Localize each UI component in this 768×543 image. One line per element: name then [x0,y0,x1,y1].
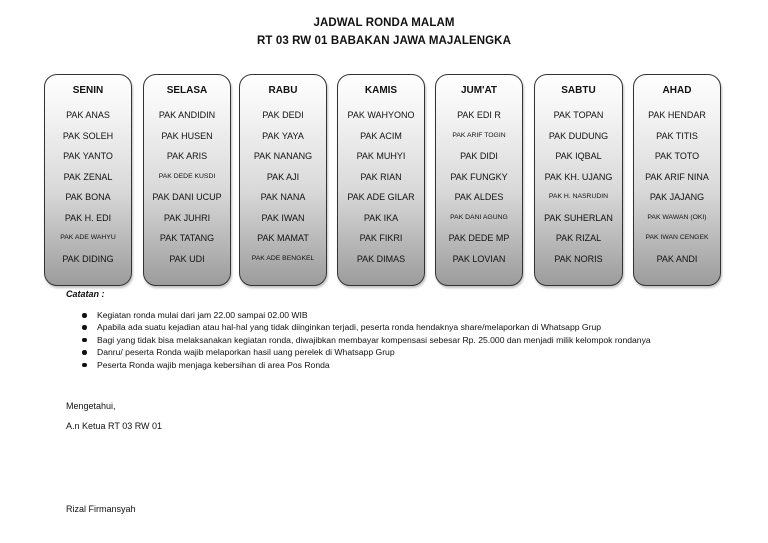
name-item: PAK IKA [363,212,399,223]
name-item: PAK DEDE MP [448,233,510,243]
name-item: PAK ADE GILAR [347,192,415,202]
name-item: PAK MAMAT [257,233,309,243]
signatory-role: A.n Ketua RT 03 RW 01 [66,421,163,431]
name-item: PAK ANDI [656,253,698,264]
day-label: KAMIS [364,85,398,96]
name-item: PAK ZENAL [63,171,113,182]
name-item: PAK LOVIAN [452,253,506,264]
name-list [338,105,424,269]
name-item: PAK HENDAR [648,110,706,120]
name-item: PAK EDI R [457,110,501,120]
day-card-sabtu [534,74,623,286]
day-card-ahad [633,74,721,286]
note-item: Kegiatan ronda mulai dari jam 22.00 sampai 02.00 WIB [80,309,651,321]
name-item: PAK TATANG [159,233,215,243]
notes-heading: Catatan : [66,289,105,299]
name-item: PAK ANAS [66,110,110,120]
name-item: PAK DIDING [62,253,114,264]
name-item: PAK RIZAL [555,233,602,243]
note-item: Apabila ada suatu kejadian atau hal-hal yang tidak diinginkan terjadi, peserta ronda hendaknya share/melaporkan di Whatsapp Grup [80,321,651,333]
note-item: Peserta Ronda wajib menjaga kebersihan di area Pos Ronda [80,359,651,371]
day-card-jumat [435,74,523,286]
signatory-name: Rizal Firmansyah [66,504,136,514]
name-item: PAK HUSEN [161,130,213,141]
name-item: PAK WAHYONO [347,110,415,120]
name-list [634,105,720,269]
name-item: PAK BONA [65,192,111,202]
name-item: PAK TOPAN [553,110,604,120]
name-item: PAK UDI [169,253,205,264]
note-item: Bagi yang tidak bisa melaksanakan kegiatan ronda, diwajibkan membayar kompensasi sebesar Rp. 25.000 dan menjadi milik kelompok rondanya [80,334,651,346]
name-item: PAK ARIS [166,151,208,161]
notes-list [80,309,651,371]
name-item: PAK ARIF TOGIN [452,131,506,139]
day-card-selasa [143,74,231,286]
name-list [144,105,230,269]
name-item: PAK KH. UJANG [544,171,613,182]
name-item: PAK DEDI [262,110,304,120]
day-label: SABTU [561,85,596,96]
name-item: PAK H. EDI [64,212,112,223]
name-item: PAK YANTO [63,151,113,161]
name-item: PAK IWAN [261,212,305,223]
name-list [535,105,622,269]
name-item: PAK AJI [266,171,300,182]
day-label: RABU [268,85,298,96]
name-item: PAK ANDIDIN [158,110,216,120]
name-item: PAK WAWAN (OKI) [647,213,707,221]
page-subtitle: RT 03 RW 01 BABAKAN JAWA MAJALENGKA [257,35,511,47]
name-item: PAK DUDUNG [548,130,609,141]
name-item: PAK DIDI [460,151,498,161]
name-item: PAK ADE WAHYU [60,234,116,241]
name-item: PAK YAYA [262,130,304,141]
name-item: PAK RIAN [360,171,402,182]
day-card-senin [44,74,132,286]
name-item: PAK IQBAL [555,151,602,161]
name-item: PAK H. NASRUDIN [548,193,609,200]
name-item: PAK ALDES [454,192,504,202]
day-card-rabu [239,74,327,286]
day-label: SENIN [72,85,104,96]
day-card-kamis [337,74,425,286]
name-item: PAK NANA [260,192,306,202]
name-item: PAK ADE BENGKEL [251,254,315,262]
name-item: PAK SOLEH [62,130,114,141]
name-list [45,105,131,269]
name-item: PAK SUHERLAN [544,212,613,223]
name-item: PAK DEDE KUSDI [158,172,216,180]
name-item: PAK TITIS [656,130,698,141]
page-title: JADWAL RONDA MALAM [313,17,455,29]
name-item: PAK FIKRI [359,233,403,243]
name-item: PAK FUNGKY [450,171,508,182]
name-item: PAK JAJANG [649,192,705,202]
name-item: PAK MUHYI [356,151,406,161]
acknowledged-label: Mengetahui, [66,401,116,411]
name-item: PAK JUHRI [163,212,211,223]
day-label: JUM'AT [460,85,498,96]
name-list [436,105,522,269]
name-item: PAK DANI UCUP [152,192,222,202]
name-item: PAK DIMAS [356,253,406,264]
name-item: PAK ARIF NINA [645,171,709,182]
name-item: PAK TOTO [654,151,700,161]
name-item: PAK NORIS [554,253,603,264]
name-item: PAK ACIM [360,130,402,141]
note-item: Danru/ peserta Ronda wajib melaporkan hasil uang perelek di Whatsapp Grup [80,346,651,358]
day-label: AHAD [662,85,692,96]
name-item: PAK NANANG [253,151,313,161]
day-label: SELASA [166,85,208,96]
name-item: PAK IWAN CENGEK [645,234,709,241]
name-item: PAK DANI AGUNG [450,213,508,221]
name-list [240,105,326,269]
